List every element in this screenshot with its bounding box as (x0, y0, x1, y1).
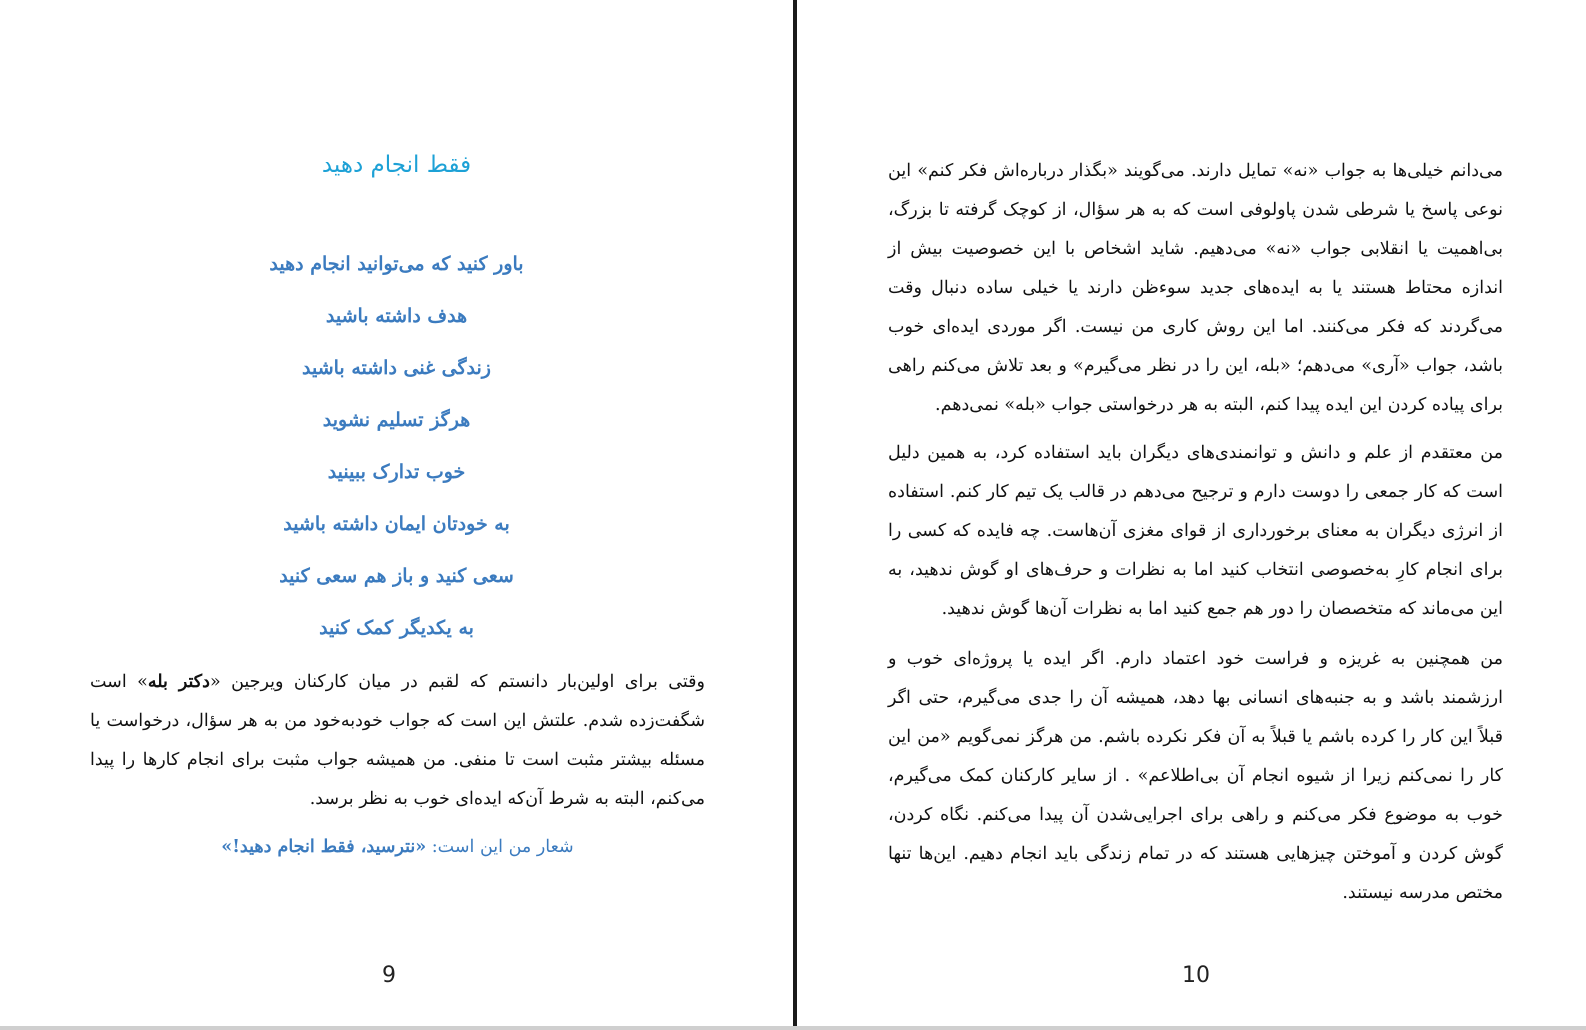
page-number-right: 10 (1182, 963, 1210, 988)
chapter-title: فقط انجام دهید (321, 152, 472, 178)
intro-paragraph (90, 663, 705, 819)
page-number-left: 9 (382, 963, 396, 988)
principle-item: خوب تدارک ببینید (327, 461, 466, 483)
slogan-line (90, 837, 705, 857)
principle-item: هدف داشته باشید (325, 305, 468, 327)
slogan-prefix: شعار من این است: (426, 837, 574, 857)
principle-item: به یکدیگر کمک کنید (319, 617, 474, 639)
principle-item: سعی کنید و باز هم سعی کنید (279, 565, 514, 587)
principles-list (0, 246, 793, 662)
body-paragraph-2: من معتقدم از علم و دانش و توانمندی‌های دیگران باید استفاده کرد، به همین دلیل است که کار جمعی را دوست دارم و ترجیح می‌دهم در قالب یک تیم کار کنم. استفاده از انرژی دیگران به معنای برخورداری از قوای مغزی آن‌هاست. چه فایده که کسی را برای انجام کارِ به‌خصوصی انتخاب کنید اما به نظرات و حرف‌های او گوش ندهید، به این می‌ماند که متخصصان را دور هم جمع کنید اما به نظرات آن‌ها گوش ندهید. (888, 443, 1503, 619)
principle-item: زندگی غنی داشته باشید (302, 357, 491, 379)
paragraph-text-before: وقتی برای اولین‌بار دانستم که لقبم در میان کارکنان ویرجین « (209, 672, 705, 692)
body-paragraph-1: می‌دانم خیلی‌ها به جواب «نه» تمایل دارند. می‌گویند «بگذار درباره‌اش فکر کنم» این نوعی پاسخ یا شرطی شدن پاولوفی است که به هر سؤال، از کوچک گرفته تا بزرگ، بی‌اهمیت یا انقلابی جواب «نه» می‌دهیم. شاید اشخاص با این خصوصیت بیش از اندازه محتاط هستند یا به ایده‌های جدید سوءظن دارند یا خیلی ساده دنبال وقت می‌گردند که فکر می‌کنند. اما این روش کاری من نیست. اگر موردی ایده‌ای خوب باشد، جواب «آری» می‌دهم؛ «بله، این را در نظر می‌گیرم» و بعد تلاش می‌کنم راهی برای پیاده کردن این ایده پیدا کنم، البته به هر درخواستی جواب «بله» نمی‌دهم. (888, 161, 1503, 415)
nickname-bold: دکتر بله (147, 672, 210, 692)
principle-item: باور کنید که می‌توانید انجام دهید (269, 253, 524, 275)
principle-item: به خودتان ایمان داشته باشید (283, 513, 510, 535)
bottom-edge (0, 1026, 1586, 1030)
slogan-emphasis: «نترسید، فقط انجام دهید!» (221, 837, 427, 857)
paragraph-text-after: » است شگفت‌زده شدم. علتش این است که جواب خودبه‌خود من به هر سؤال، درخواست یا مسئله بیشتر مثبت است تا منفی. من همیشه جواب مثبت برای انجام کارها را پیدا می‌کنم، البته به شرط آن‌که ایده‌ای خوب به نظر برسد. (90, 672, 705, 809)
principle-item: هرگز تسلیم نشوید (322, 409, 471, 431)
body-paragraph-3: من همچنین به غریزه و فراست خود اعتماد دارم. اگر ایده یا پروژه‌ای خوب و ارزشمند باشد و به جنبه‌های انسانی بها دهد، همیشه آن را جدی می‌گیرم، حتی اگر قبلاً این کار را کرده باشم یا قبلاً به آن فکر نکرده باشم. من هرگز نمی‌گویم «من این کار را نمی‌کنم زیرا از شیوه انجام آن بی‌اطلاعم» . از سایر کارکنان کمک می‌گیرم، خوب به موضوع فکر می‌کنم و راهی برای اجرایی‌شدن آن پیدا می‌کنم. نگاه کردن، گوش کردن و آموختن چیزهایی هستند که در تمام زندگی باید انجام دهیم. این‌ها تنها مختص مدرسه نیستند. (888, 649, 1503, 903)
